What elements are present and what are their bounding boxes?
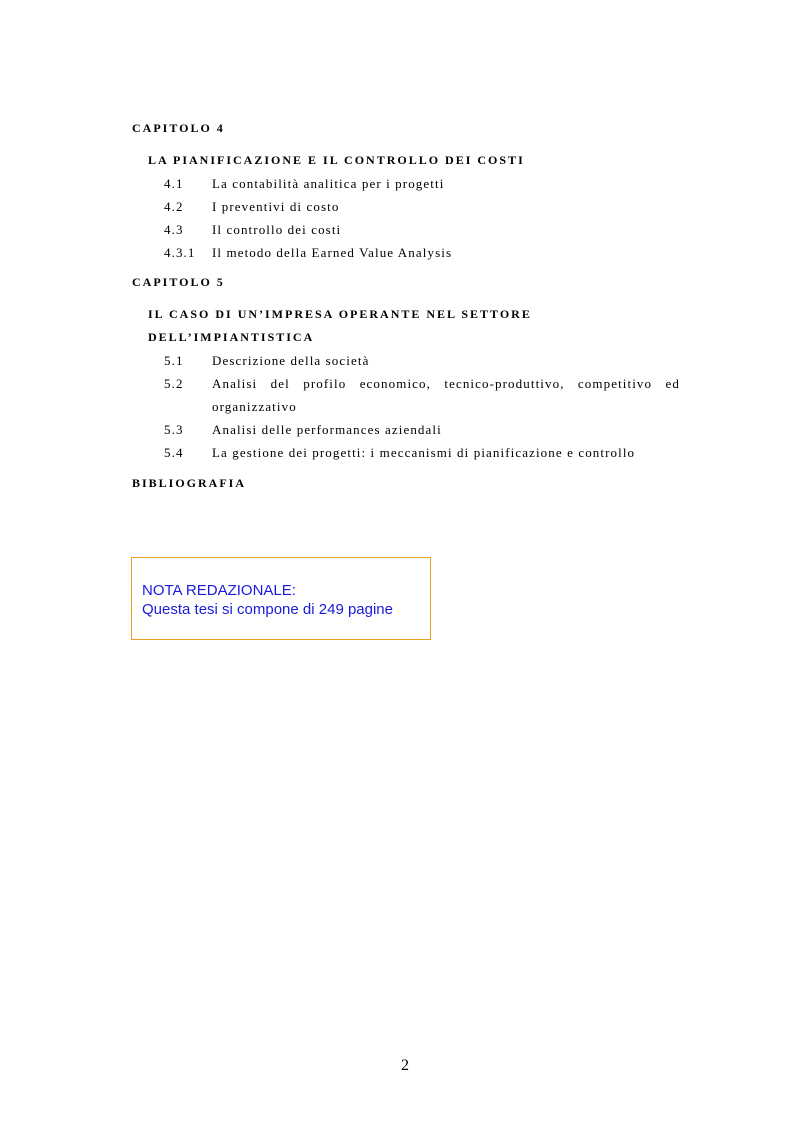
chapter-5-heading: CAPITOLO 5 <box>132 275 225 289</box>
section-title: La gestione dei progetti: i meccanismi di pianificazione e controllo <box>212 445 636 460</box>
section-number: 5.4 <box>164 445 184 460</box>
section-number: 5.1 <box>164 353 184 368</box>
chapter-4-heading: CAPITOLO 4 <box>132 121 225 135</box>
section-title-line-2: organizzativo <box>212 399 297 414</box>
section-title: I preventivi di costo <box>212 199 340 214</box>
editorial-note-box <box>131 557 431 640</box>
section-number: 4.3 <box>164 222 184 237</box>
section-title: La contabilità analitica per i progetti <box>212 176 445 191</box>
section-number: 4.3.1 <box>164 245 196 260</box>
chapter-5-title-line-2: DELL’IMPIANTISTICA <box>148 330 315 344</box>
bibliography-heading: BIBLIOGRAFIA <box>132 476 247 490</box>
page-number: 2 <box>401 1057 409 1074</box>
section-title: Il controllo dei costi <box>212 222 342 237</box>
section-number: 4.1 <box>164 176 184 191</box>
section-number: 4.2 <box>164 199 184 214</box>
section-title: Analisi delle performances aziendali <box>212 422 442 437</box>
section-title: Il metodo della Earned Value Analysis <box>212 245 453 260</box>
section-title: Descrizione della società <box>212 353 370 368</box>
chapter-4-title: LA PIANIFICAZIONE E IL CONTROLLO DEI COSTI <box>148 153 525 167</box>
chapter-5-title-line-1: IL CASO DI UN’IMPRESA OPERANTE NEL SETTORE <box>148 307 532 321</box>
section-number: 5.3 <box>164 422 184 437</box>
section-title-line-1: Analisi del profilo economico, tecnico-produttivo, competitivo ed <box>212 376 680 391</box>
editorial-note-text: Questa tesi si compone di 249 pagine <box>142 601 393 618</box>
section-number: 5.2 <box>164 376 184 391</box>
editorial-note-label: NOTA REDAZIONALE: <box>142 582 296 599</box>
